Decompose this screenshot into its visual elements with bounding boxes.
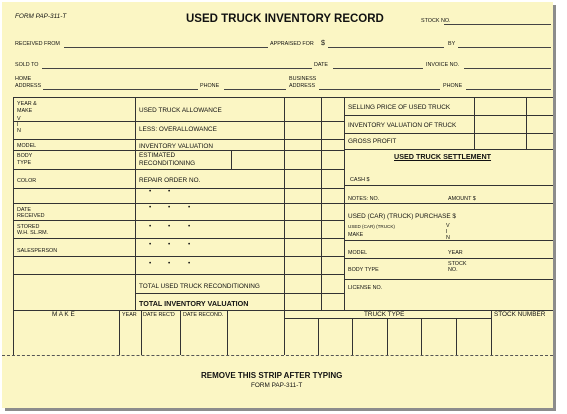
strip-year-label: YEAR xyxy=(122,312,137,318)
row-line xyxy=(13,150,344,151)
strip-divider xyxy=(491,310,492,355)
used-truck-settlement-heading: USED TRUCK SETTLEMENT xyxy=(394,152,492,161)
business-phone-field[interactable] xyxy=(466,89,551,90)
stored-label-1: STORED xyxy=(17,224,40,230)
home-phone-label: PHONE xyxy=(200,83,220,89)
left-vin-v: V xyxy=(17,116,21,122)
row-line xyxy=(13,220,344,221)
selling-price-label: SELLING PRICE OF USED TRUCK xyxy=(348,104,451,111)
cash-label: CASH $ xyxy=(350,177,370,183)
strip-divider xyxy=(119,310,120,355)
notes-no-label: NOTES: NO. xyxy=(348,196,380,202)
strip-divider xyxy=(421,318,422,355)
inventory-valuation-of-truck-label: INVENTORY VALUATION OF TRUCK xyxy=(348,122,457,129)
tear-line xyxy=(2,355,553,356)
reconditioning-box-divider xyxy=(231,150,232,169)
by-label: BY xyxy=(448,41,456,47)
dot: • xyxy=(168,188,171,195)
left-vin-i: I xyxy=(17,122,19,128)
settlement-stock-no-label-1: STOCK xyxy=(448,261,467,267)
color-label: COLOR xyxy=(17,178,37,184)
business-phone-label: PHONE xyxy=(443,83,463,89)
gross-profit-label: GROSS PROFIT xyxy=(348,138,397,145)
strip-top-border xyxy=(13,310,553,311)
dot: • xyxy=(188,204,191,211)
grid-top-border xyxy=(13,97,553,98)
used-car-truck-label: USED (CAR) (TRUCK) xyxy=(348,224,395,229)
year-make-label-1: YEAR & xyxy=(17,101,37,107)
body-type-label-1: BODY xyxy=(17,153,33,159)
dot: • xyxy=(168,204,171,211)
row-line xyxy=(344,258,553,259)
strip-divider xyxy=(13,310,14,355)
strip-truck-type-label: TRUCK TYPE xyxy=(364,311,405,318)
total-reconditioning-label: TOTAL USED TRUCK RECONDITIONING xyxy=(139,283,260,290)
stock-no-label: STOCK NO. xyxy=(421,18,451,24)
row-line xyxy=(344,185,553,186)
dot: • xyxy=(168,241,171,248)
dot: • xyxy=(149,188,152,195)
dot: • xyxy=(149,260,152,267)
dot: • xyxy=(168,223,171,230)
settlement-model-label: MODEL xyxy=(348,250,368,256)
strip-divider xyxy=(180,310,181,355)
form-sheet xyxy=(2,2,553,408)
home-address-label-2: ADDRESS xyxy=(15,83,42,89)
date-field[interactable] xyxy=(333,68,423,69)
business-address-label-1: BUSINESS xyxy=(289,76,317,82)
inventory-valuation-label: INVENTORY VALUATION xyxy=(139,143,213,150)
home-address-label-1: HOME xyxy=(15,76,32,82)
stored-label-2: W.H. SL.RM. xyxy=(17,230,49,236)
settlement-stock-no-label-2: NO. xyxy=(448,267,458,273)
strip-divider xyxy=(387,318,388,355)
repair-order-no-label: REPAIR ORDER NO. xyxy=(139,177,201,184)
row-line xyxy=(13,121,344,122)
used-purchase-label: USED (CAR) (TRUCK) PURCHASE $ xyxy=(348,213,456,220)
appraised-for-field[interactable] xyxy=(328,47,444,48)
row-line xyxy=(135,293,344,294)
salesperson-label: SALESPERSON xyxy=(17,248,58,254)
strip-date-recond-label: DATE RECOND. xyxy=(183,312,224,318)
dot: • xyxy=(149,223,152,230)
sold-to-label: SOLD TO xyxy=(15,62,39,68)
dot: • xyxy=(149,204,152,211)
model-label: MODEL xyxy=(17,143,37,149)
row-line xyxy=(13,169,344,170)
less-overallowance-label: LESS: OVERALLOWANCE xyxy=(139,126,217,133)
strip-divider xyxy=(318,318,319,355)
left-vin-n: N xyxy=(17,128,21,134)
row-line xyxy=(13,139,344,140)
row-line xyxy=(13,256,344,257)
invoice-no-field[interactable] xyxy=(464,68,551,69)
received-from-label: RECEIVED FROM xyxy=(15,41,60,47)
settlement-body-type-label: BODY TYPE xyxy=(348,267,379,273)
settlement-vin-v: V xyxy=(446,223,450,229)
footer-form-number: FORM PAP-311-T xyxy=(251,382,303,389)
date-received-label-2: RECEIVED xyxy=(17,213,45,219)
settlement-year-label: YEAR xyxy=(448,250,463,256)
strip-divider xyxy=(352,318,353,355)
estimated-reconditioning-label-2: RECONDITIONING xyxy=(139,160,196,167)
year-make-label-2: MAKE xyxy=(17,108,33,114)
strip-date-recd-label: DATE REC'D xyxy=(143,312,175,318)
business-address-label-2: ADDRESS xyxy=(289,83,316,89)
row-line xyxy=(13,238,344,239)
body-type-label-2: TYPE xyxy=(17,160,32,166)
estimated-reconditioning-label-1: ESTIMATED xyxy=(139,152,176,159)
date-received-label-1: DATE xyxy=(17,207,31,213)
strip-stock-number-label: STOCK NUMBER xyxy=(494,311,546,318)
row-line xyxy=(13,188,344,189)
dollar-sign: $ xyxy=(321,38,325,47)
amount-label: AMOUNT $ xyxy=(448,196,476,202)
row-line xyxy=(13,274,344,275)
dot: • xyxy=(168,260,171,267)
sold-to-field[interactable] xyxy=(42,68,312,69)
strip-divider xyxy=(456,318,457,355)
strip-divider xyxy=(284,310,285,355)
form-number: FORM PAP-311-T xyxy=(15,13,67,20)
by-field[interactable] xyxy=(458,47,551,48)
remove-strip-text: REMOVE THIS STRIP AFTER TYPING xyxy=(201,371,343,380)
settlement-vin-n: N xyxy=(446,235,450,241)
license-no-label: LICENSE NO. xyxy=(348,285,383,291)
row-line xyxy=(344,279,553,280)
settlement-vin-i: I xyxy=(446,229,448,235)
dot: • xyxy=(188,241,191,248)
form-title: USED TRUCK INVENTORY RECORD xyxy=(186,13,384,25)
appraised-for-label: APPRAISED FOR xyxy=(270,41,314,47)
strip-divider xyxy=(227,310,228,355)
used-truck-allowance-label: USED TRUCK ALLOWANCE xyxy=(139,107,222,114)
dot: • xyxy=(149,241,152,248)
dot: • xyxy=(188,223,191,230)
row-line xyxy=(344,203,553,204)
strip-make-label: M A K E xyxy=(52,311,75,318)
settlement-make-label: MAKE xyxy=(348,232,364,238)
row-line xyxy=(13,203,344,204)
row-line xyxy=(344,149,553,150)
home-phone-field[interactable] xyxy=(224,89,286,90)
strip-divider xyxy=(141,310,142,355)
row-line xyxy=(344,115,553,116)
row-line xyxy=(344,133,553,134)
dot: • xyxy=(188,260,191,267)
total-inventory-valuation-label: TOTAL INVENTORY VALUATION xyxy=(139,299,249,308)
business-address-field[interactable] xyxy=(319,89,440,90)
home-address-field[interactable] xyxy=(43,89,198,90)
invoice-no-label: INVOICE NO. xyxy=(426,62,460,68)
received-from-field[interactable] xyxy=(64,47,268,48)
grid-divider-5 xyxy=(474,97,475,149)
date-label: DATE xyxy=(314,62,328,68)
stock-no-field[interactable] xyxy=(444,24,551,25)
grid-divider-6 xyxy=(526,97,527,149)
